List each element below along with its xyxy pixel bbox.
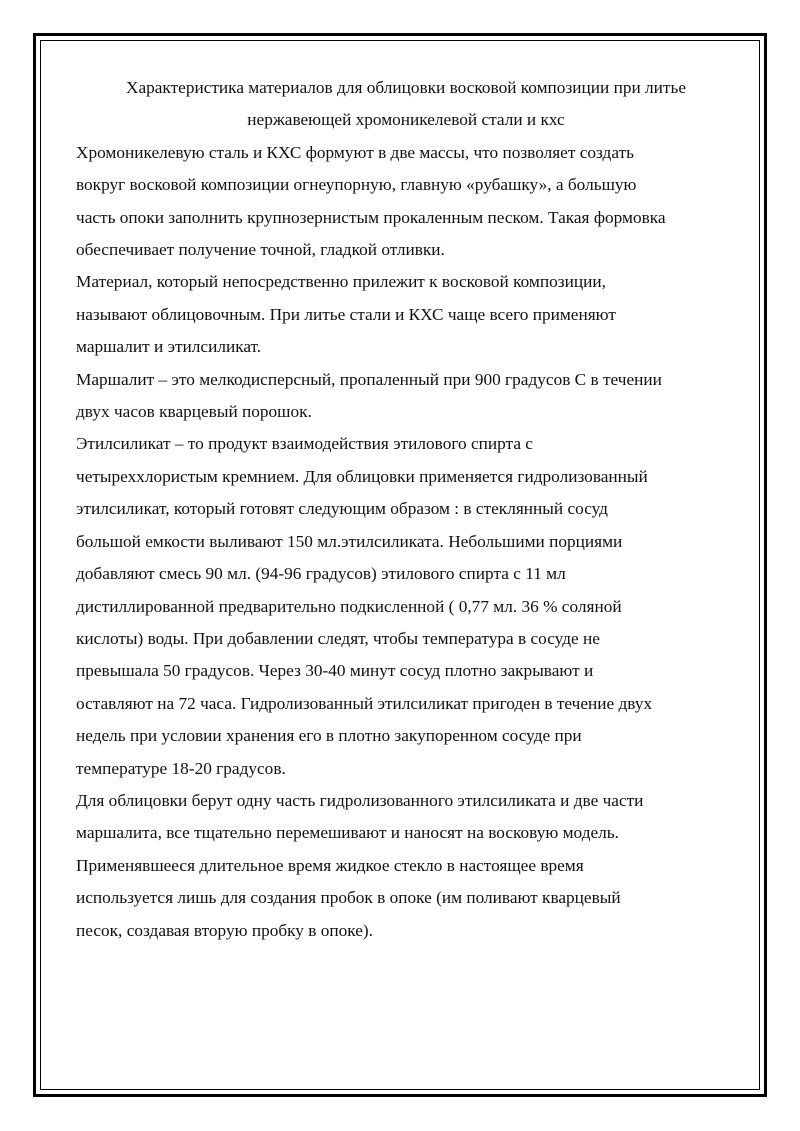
text-line: маршалита, все тщательно перемешивают и наносят на восковую модель. [76, 823, 619, 843]
text-line: вокруг восковой композиции огнеупорную, главную «рубашку», а большую [76, 175, 637, 195]
text-line: кислоты) воды. При добавлении следят, чтобы температура в сосуде не [76, 628, 600, 648]
paragraph-mixture [76, 785, 736, 850]
paragraph-liquid-glass [76, 850, 736, 947]
text-line: оставляют на 72 часа. Гидролизованный этилсиликат пригоден в течение двух [76, 693, 653, 713]
text-line: часть опоки заполнить крупнозернистым прокаленным песком. Такая формовка [76, 207, 666, 227]
paragraph-ethylsilicate [76, 428, 736, 784]
document-body [76, 72, 736, 947]
title-line: нержавеющей хромоникелевой стали и кхс [247, 110, 565, 130]
text-line: четыреххлористым кремнием. Для облицовки применяется гидролизованный [76, 466, 648, 486]
text-line: называют облицовочным. При литье стали и КХС чаще всего применяют [76, 304, 616, 324]
text-line: температуре 18-20 градусов. [76, 758, 286, 778]
text-line: песок, создавая вторую пробку в опоке). [76, 920, 373, 940]
paragraph-molding [76, 137, 736, 267]
text-line: этилсиликат, который готовят следующим образом : в стеклянный сосуд [76, 499, 608, 519]
paragraph-marshalite [76, 364, 736, 429]
text-line: дистиллированной предварительно подкисленной ( 0,77 мл. 36 % соляной [76, 596, 622, 616]
text-line: большой емкости выливают 150 мл.этилсиликата. Небольшими порциями [76, 531, 623, 551]
document-title [76, 72, 736, 137]
text-line: маршалит и этилсиликат. [76, 337, 262, 357]
text-line: двух часов кварцевый порошок. [76, 402, 312, 422]
text-line: добавляют смесь 90 мл. (94-96 градусов) этилового спирта с 11 мл [76, 564, 566, 584]
text-line: Этилсиликат – то продукт взаимодействия этилового спирта с [76, 434, 533, 454]
paragraph-facing-material [76, 266, 736, 363]
title-line: Характеристика материалов для облицовки восковой композиции при литье [125, 78, 687, 97]
text-line: Маршалит – это мелкодисперсный, пропаленный при 900 градусов С в течении [76, 369, 662, 389]
text-line: превышала 50 градусов. Через 30-40 минут сосуд плотно закрывают и [76, 661, 594, 681]
text-line: обеспечивает получение точной, гладкой отливки. [76, 240, 445, 260]
text-line: Материал, который непосредственно прилежит к восковой композиции, [76, 272, 606, 292]
text-line: Для облицовки берут одну часть гидролизованного этилсиликата и две части [76, 790, 644, 810]
text-line: Применявшееся длительное время жидкое стекло в настоящее время [76, 855, 584, 875]
text-line: Хромоникелевую сталь и КХС формуют в две массы, что позволяет создать [76, 142, 635, 162]
text-line: недель при условии хранения его в плотно закупоренном сосуде при [76, 726, 582, 746]
text-line: используется лишь для создания пробок в опоке (им поливают кварцевый [76, 888, 621, 908]
